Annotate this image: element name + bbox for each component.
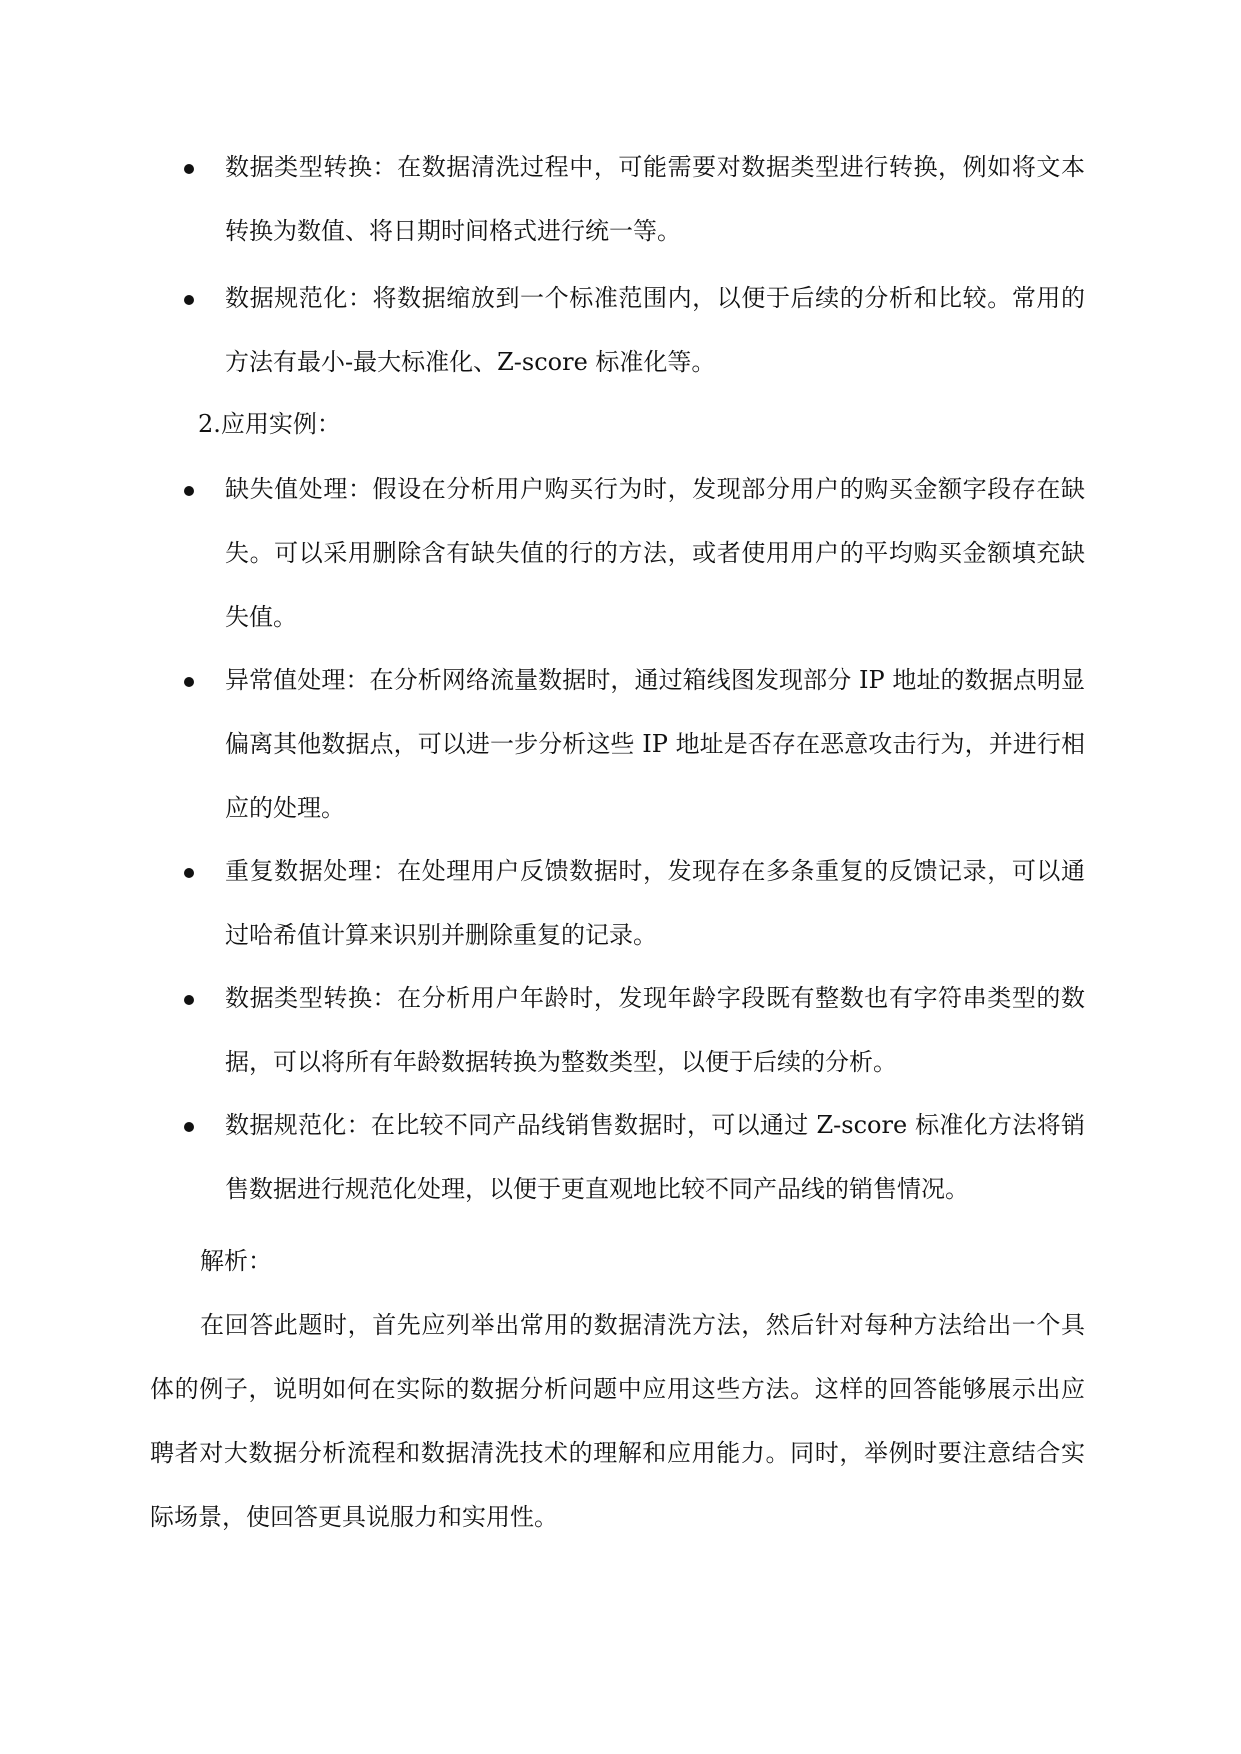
bullet-dot-icon [184,295,194,305]
bullet-text: 重复数据处理：在处理用户反馈数据时，发现存在多条重复的反馈记录，可以通过哈希值计算来识别并删除重复的记录。 [225,857,1085,949]
analysis-paragraph: 在回答此题时，首先应列举出常用的数据清洗方法，然后针对每种方法给出一个具体的例子，说明如何在实际的数据分析问题中应用这些方法。这样的回答能够展示出应聘者对大数据分析流程和数据清洗技术的理解和应用能力。同时，举例时要注意结合实际场景，使回答更具说服力和实用性。 [150,1311,1085,1531]
bullet-item-type-conversion-example [0,966,1085,1094]
section-heading-examples: 2.应用实例： [198,410,341,438]
bullet-item-normalization-example [0,1093,1085,1221]
analysis-label: 解析： [200,1247,272,1275]
bullet-text: 数据规范化：将数据缩放到一个标准范围内，以便于后续的分析和比较。常用的方法有最小-最大标准化、Z-score 标准化等。 [225,284,1085,376]
bullet-item-missing-values [0,457,1085,649]
bullet-dot-icon [184,868,194,878]
bullet-item-type-conversion [0,135,1085,263]
bullet-text: 缺失值处理：假设在分析用户购买行为时，发现部分用户的购买金额字段存在缺失。可以采用删除含有缺失值的行的方法，或者使用用户的平均购买金额填充缺失值。 [225,475,1085,631]
transform-bullet-list [0,135,1085,394]
bullet-dot-icon [184,677,194,687]
bullet-item-outliers [0,648,1085,840]
examples-bullet-list [0,457,1085,1221]
bullet-dot-icon [184,486,194,496]
bullet-dot-icon [184,164,194,174]
bullet-dot-icon [184,995,194,1005]
bullet-text: 数据类型转换：在分析用户年龄时，发现年龄字段既有整数也有字符串类型的数据，可以将所有年龄数据转换为整数类型，以便于后续的分析。 [225,984,1085,1076]
bullet-item-normalization [0,266,1085,394]
bullet-item-duplicates [0,839,1085,967]
bullet-text: 数据类型转换：在数据清洗过程中，可能需要对数据类型进行转换，例如将文本转换为数值、将日期时间格式进行统一等。 [225,153,1085,245]
bullet-text: 数据规范化：在比较不同产品线销售数据时，可以通过 Z-score 标准化方法将销售数据进行规范化处理，以便于更直观地比较不同产品线的销售情况。 [225,1111,1085,1203]
bullet-dot-icon [184,1122,194,1132]
bullet-text: 异常值处理：在分析网络流量数据时，通过箱线图发现部分 IP 地址的数据点明显偏离其他数据点，可以进一步分析这些 IP 地址是否存在恶意攻击行为，并进行相应的处理。 [225,666,1085,822]
